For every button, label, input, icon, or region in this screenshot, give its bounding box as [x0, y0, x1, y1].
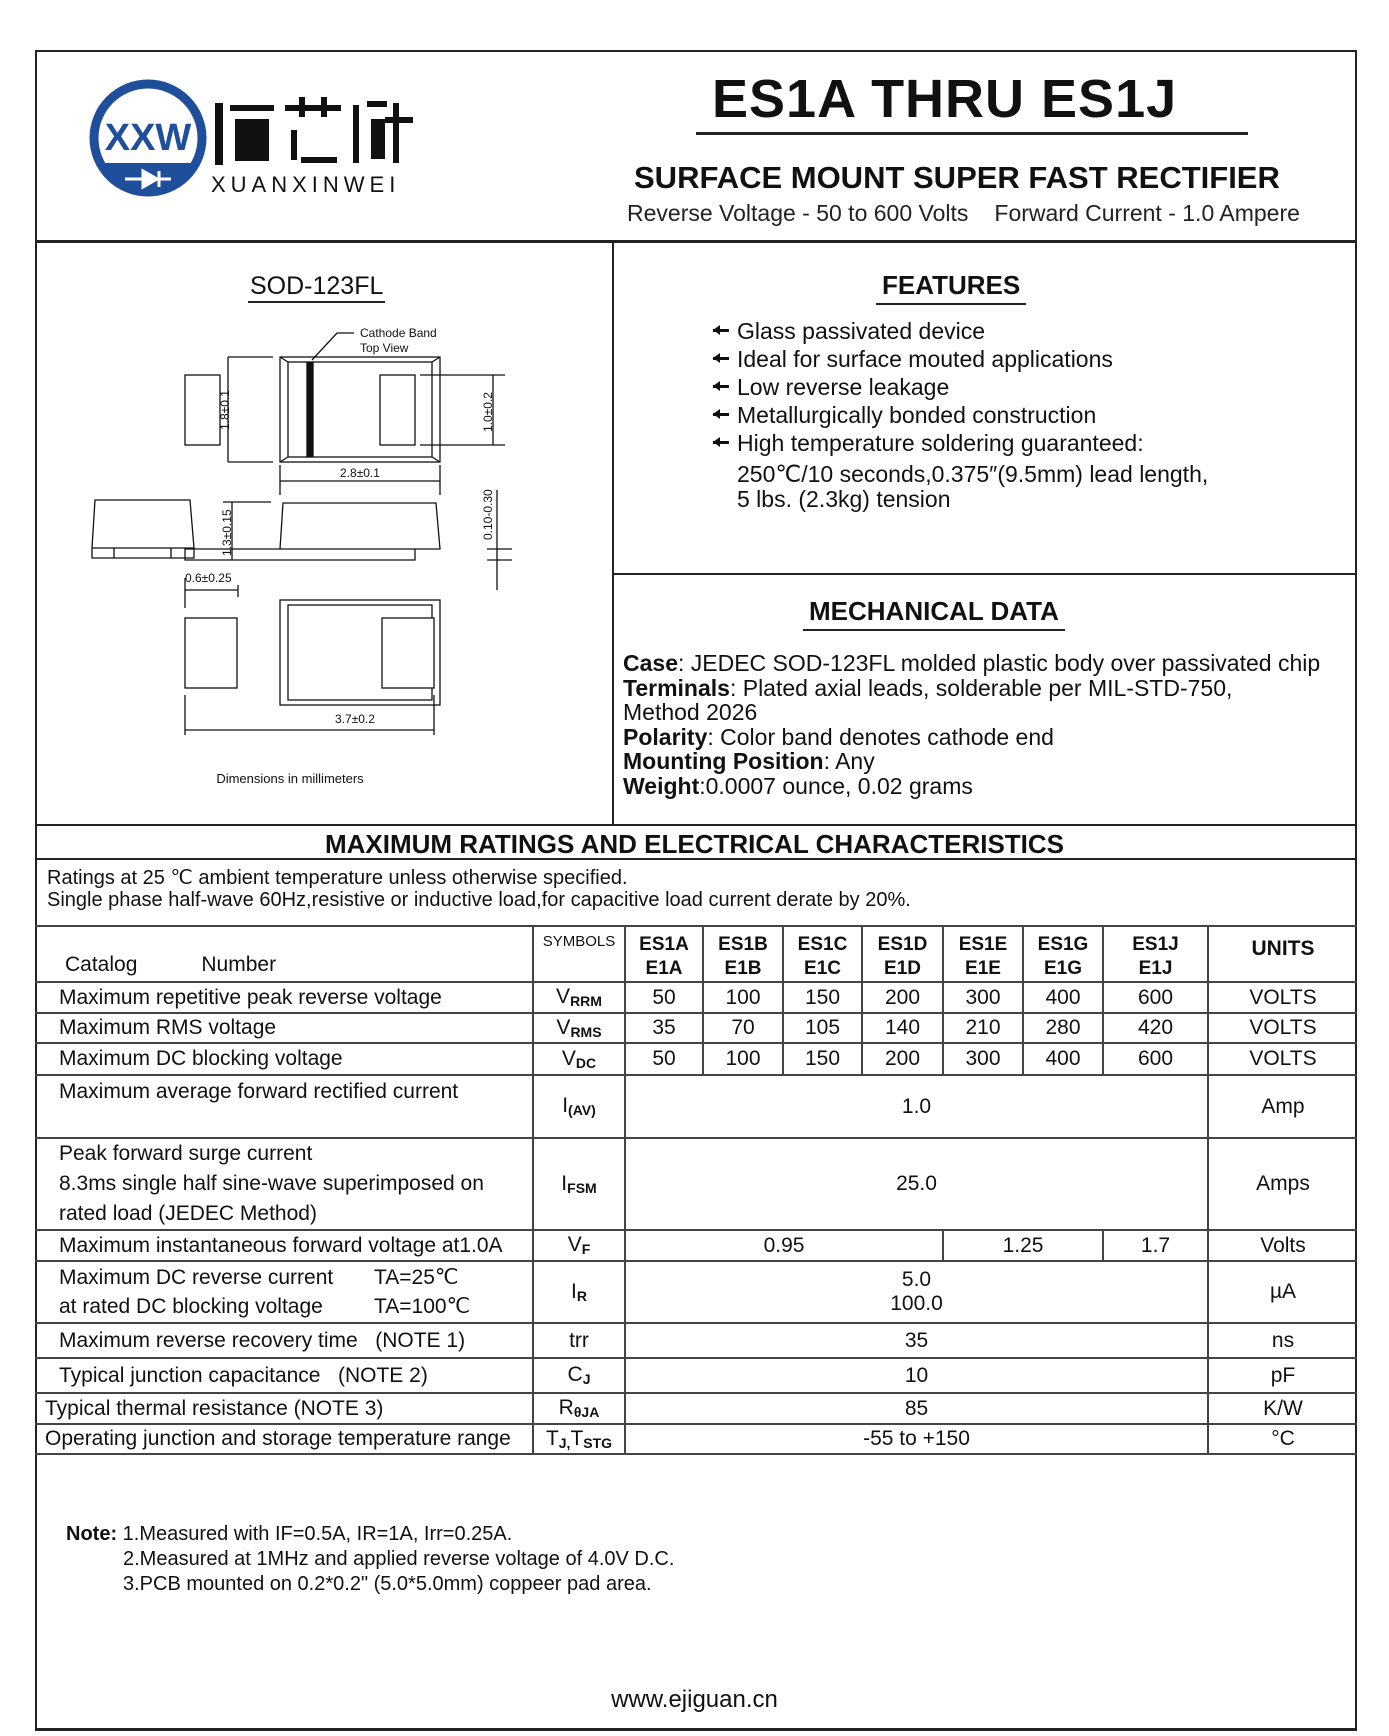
note-1: 1.Measured with IF=0.5A, IR=1A, Irr=0.25A. [117, 1523, 513, 1545]
notes [66, 1522, 674, 1597]
value-cell: 150 [783, 1043, 862, 1075]
table-row: Maximum DC reverse current TA=25℃ at rated DC blocking voltage TA=100℃ $I_R$ 5.0 100.0 µA [35, 1261, 1357, 1323]
symbol: $V_F$ [533, 1230, 625, 1261]
table-row: Maximum repetitive peak reverse voltage $V_{RRM}$ 50 100 150 200 300 400 600 VOLTS [35, 982, 1357, 1013]
table-row: Peak forward surge current 8.3ms single half sine-wave superimposed on rated load (JEDEC Method) $I_{FSM}$ 25.0 Amps [35, 1138, 1357, 1230]
table-row: Maximum RMS voltage $V_{RMS}$ 35 70 105 140 210 280 420 VOLTS [35, 1013, 1357, 1043]
svg-text:1.3±0.15: 1.3±0.15 [220, 509, 234, 556]
feature-item: High temperature soldering guaranteed: [713, 429, 1208, 457]
part-header: ES1G E1G [1023, 926, 1103, 982]
part-header: ES1A E1A [625, 926, 703, 982]
symbol: $I_{(AV)}$ [533, 1075, 625, 1138]
page-title: ES1A THRU ES1J [712, 69, 1178, 129]
symbol: $V_{RMS}$ [533, 1013, 625, 1043]
logo-latin: XUANXINWEI [211, 172, 401, 197]
symbol: $V_{DC}$ [533, 1043, 625, 1075]
table-row: Maximum reverse recovery time (NOTE 1) trr 35 ns [35, 1323, 1357, 1358]
feature-item: Low reverse leakage [713, 373, 1208, 401]
feature-item: Ideal for surface mouted applications [713, 345, 1208, 373]
value-cell: 200 [862, 1043, 943, 1075]
number-header: Number [201, 953, 277, 976]
weight-key: Weight [623, 772, 700, 799]
table-row: Maximum instantaneous forward voltage at1.0A $V_F$ 0.95 1.25 1.7 Volts [35, 1230, 1357, 1261]
package-name: SOD-123FL [248, 272, 385, 303]
feature-continuation: 5 lbs. (2.3kg) tension [737, 486, 951, 512]
value-cell: 140 [862, 1013, 943, 1043]
rating-summary [627, 200, 1300, 227]
note-3: 3.PCB mounted on 0.2*0.2" (5.0*5.0mm) coppeer pad area. [123, 1573, 652, 1595]
logo-mark: XXW [104, 117, 192, 159]
features-list [713, 317, 1208, 510]
value-cell: 50 [625, 982, 703, 1013]
value-cell: 200 [862, 982, 943, 1013]
title-underline [696, 132, 1248, 135]
dim-length: 2.8±0.1 [340, 466, 380, 480]
value-cell: 400 [1023, 982, 1103, 1013]
feature-continuation: 250℃/10 seconds,0.375″(9.5mm) lead length, [737, 461, 1209, 487]
ratings-conditions: Ratings at 25 ℃ ambient temperature unless otherwise specified. Single phase half-wave 60Hz,resistive or inductive load,for capacitive load current derate by 20%. [47, 867, 911, 911]
forward-current: Forward Current - 1.0 Ampere [994, 200, 1300, 226]
ratings-title: MAXIMUM RATINGS AND ELECTRICAL CHARACTERISTICS [324, 829, 1065, 859]
value-cell: 100 [703, 982, 783, 1013]
subtitle: SURFACE MOUNT SUPER FAST RECTIFIER [634, 160, 1280, 195]
symbol: $R_{\theta JA}$ [533, 1393, 625, 1424]
dim-total: 3.7±0.2 [335, 712, 375, 726]
part-header: ES1J E1J [1103, 926, 1208, 982]
note-prefix: Note: [66, 1523, 118, 1545]
reverse-voltage: Reverse Voltage - 50 to 600 Volts [627, 200, 969, 226]
feature-item: Metallurgically bonded construction [713, 401, 1208, 429]
value-cell: 50 [625, 1043, 703, 1075]
part-header: ES1C E1C [783, 926, 862, 982]
top-view-label: Top View [360, 341, 409, 355]
table-row: Maximum DC blocking voltage $V_{DC}$ 50 100 150 200 300 400 600 VOLTS [35, 1043, 1357, 1075]
feature-item: Glass passivated device [713, 317, 1208, 345]
divider [35, 824, 1357, 826]
value-cell: 300 [943, 1043, 1023, 1075]
symbol: $T_{J,}T_{STG}$ [533, 1424, 625, 1454]
value-cell: 35 [625, 1013, 703, 1043]
divider [612, 242, 614, 824]
symbol: $I_{FSM}$ [533, 1138, 625, 1230]
value-cell: 210 [943, 1013, 1023, 1043]
package-drawing [60, 300, 540, 800]
table-row: Typical thermal resistance (NOTE 3) $R_{\theta JA}$ 85 K/W [35, 1393, 1357, 1424]
value-cell: 150 [783, 982, 862, 1013]
value-cell: 300 [943, 982, 1023, 1013]
value-cell: 600 [1103, 1043, 1208, 1075]
divider [612, 573, 1357, 575]
catalog-header: Catalog [65, 953, 138, 976]
ratings-table [35, 925, 1357, 1455]
dim-lead: 1.0±0.2 [481, 392, 495, 432]
symbol: $C_J$ [533, 1358, 625, 1393]
symbol: trr [533, 1323, 625, 1358]
symbol: $V_{RRM}$ [533, 982, 625, 1013]
value-cell: 100 [703, 1043, 783, 1075]
value-cell: 400 [1023, 1043, 1103, 1075]
dim-pad: 0.6±0.25 [185, 571, 232, 585]
part-header: ES1D E1D [862, 926, 943, 982]
table-header [35, 926, 1357, 982]
value-cell: 70 [703, 1013, 783, 1043]
value-cell: 420 [1103, 1013, 1208, 1043]
dimensions-note: Dimensions in millimeters [216, 771, 364, 786]
note-2: 2.Measured at 1MHz and applied reverse voltage of 4.0V D.C. [123, 1548, 675, 1570]
cathode-band-label: Cathode Band [360, 326, 437, 340]
dim-lead-thickness: 0.10-0.30 [481, 489, 495, 540]
features-title: FEATURES [876, 270, 1026, 305]
value-cell: 105 [783, 1013, 862, 1043]
symbol: $I_R$ [533, 1261, 625, 1323]
company-logo [85, 75, 445, 205]
symbols-header: SYMBOLS [533, 926, 625, 982]
part-header: ES1B E1B [703, 926, 783, 982]
table-row: Maximum average forward rectified current $I_{(AV)}$ 1.0 Amp [35, 1075, 1357, 1138]
logo-chinese-characters [215, 97, 413, 165]
polarity-key: Polarity [623, 723, 708, 750]
divider [35, 240, 1357, 243]
case-key: Case [623, 650, 678, 676]
mounting-key: Mounting Position [623, 748, 824, 774]
value-cell: 280 [1023, 1013, 1103, 1043]
table-row: Typical junction capacitance (NOTE 2) $C_J$ 10 pF [35, 1358, 1357, 1393]
part-header: ES1E E1E [943, 926, 1023, 982]
footer-url[interactable]: www.ejiguan.cn [611, 1686, 778, 1713]
mechanical-title: MECHANICAL DATA [803, 596, 1065, 631]
terminals-key: Terminals [623, 674, 730, 701]
table-row: Operating junction and storage temperature range $T_{J,}T_{STG}$ -55 to +150 °C [35, 1424, 1357, 1454]
value-cell: 600 [1103, 982, 1208, 1013]
mechanical-data: Case: JEDEC SOD-123FL molded plastic body over passivated chip Terminals: Plated axial leads, solderable per MIL-STD-750, Method 2026 Polarity: Color band denotes cathode end Mounting Position: Any Weight:0.0007 ounce, 0.02 grams [623, 650, 1321, 799]
units-header: UNITS [1208, 926, 1357, 982]
dim-height: 1.8±0.1 [218, 390, 232, 430]
